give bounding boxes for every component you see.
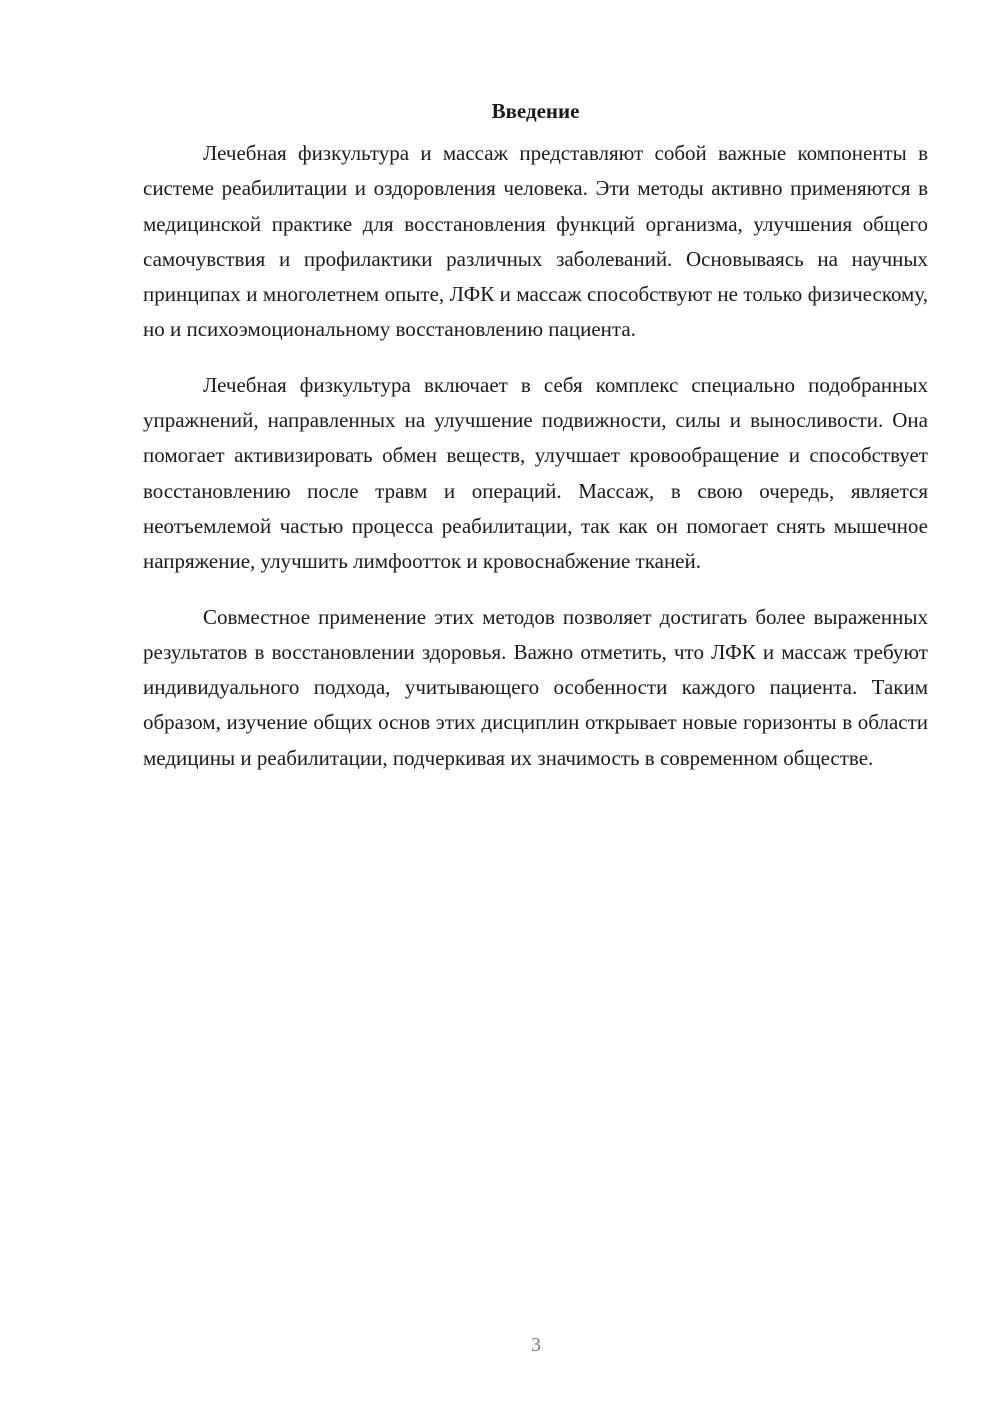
paragraph-2: Лечебная физкультура включает в себя комплекс специально подобранных упражнений, направленных на улучшение подвижности, силы и выносливости. Она помогает активизировать обмен веществ, улучшает кровообращение и способствует восстановлению после травм и операций. Массаж, в свою очередь, является неотъемлемой частью процесса реабилитации, так как он помогает снять мышечное напряжение, улучшить лимфоотток и кровоснабжение тканей. (143, 372, 928, 574)
page-title: Введение (491, 99, 580, 123)
page-number: 3 (531, 1334, 541, 1356)
paragraph-1: Лечебная физкультура и массаж представляют собой важные компоненты в системе реабилитации и оздоровления человека. Эти методы активно применяются в медицинской практике для восстановления функций организма, улучшения общего самочувствия и профилактики различных заболеваний. Основываясь на научных принципах и многолетнем опыте, ЛФК и массаж способствуют не только физическому, но и психоэмоциональному восстановлению пациента. (143, 141, 928, 342)
paragraph-3: Совместное применение этих методов позволяет достигать более выраженных результатов в восстановлении здоровья. Важно отметить, что ЛФК и массаж требуют индивидуального подхода, учитывающего особенности каждого пациента. Таким образом, изучение общих основ этих дисциплин открывает новые горизонты в области медицины и реабилитации, подчеркивая их значимость в современном обществе. (143, 604, 928, 770)
page-content (143, 96, 928, 796)
